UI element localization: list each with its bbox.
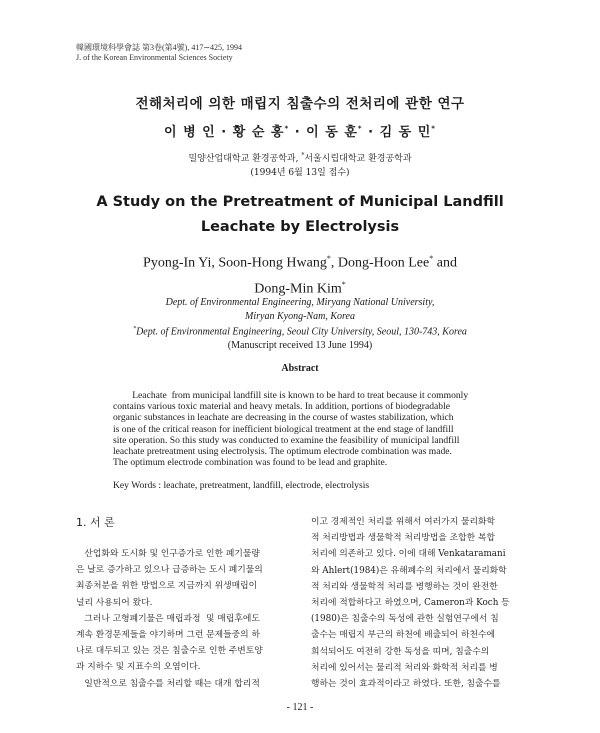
- body-line: 일반적으로 침출수를 처리할 때는 대개 합리적: [76, 678, 260, 689]
- abstract-line: is one of the critical reason for inefficient biological treatment at the end stage of landfill: [113, 423, 454, 435]
- korean-affiliation-1: 밀양산업대학교 환경공학과,: [188, 154, 302, 164]
- abstract-line: Leachate from municipal landfill site is known to be hard to treat because it commonly: [113, 390, 469, 401]
- english-authors-line-1: [0, 248, 600, 274]
- journal-citation: [76, 43, 242, 63]
- body-line: 와 Ahlert(1984)은 유해폐수의 처리에서 물리화학: [311, 565, 507, 576]
- page-number: - 121 -: [286, 702, 314, 713]
- english-author-2: Soon-Hong Hwang: [218, 255, 327, 271]
- body-line: 희석되어도 여전히 강한 독성을 띠며, 침출수의: [311, 646, 490, 657]
- body-line: (1980)은 침출수의 독성에 관한 실험연구에서 침: [311, 614, 499, 625]
- author-mark: *: [357, 124, 363, 133]
- korean-author-4: 김 동 민: [379, 125, 432, 140]
- korean-author-1: 이 병 인: [164, 125, 216, 140]
- korean-author-2: 황 순 홍: [232, 125, 285, 140]
- english-authors: [0, 248, 600, 299]
- affiliation-mark: *: [133, 326, 137, 332]
- english-title: [0, 190, 600, 240]
- korean-author-3: 이 동 훈: [306, 125, 358, 140]
- keywords: Key Words : leachate, pretreatment, landfill, electrode, electrolysis: [113, 480, 370, 491]
- body-line: 널리 사용되어 왔다.: [76, 597, 153, 608]
- english-author-1: Pyong-In Yi,: [143, 255, 219, 271]
- body-line: 이고 경제적인 처리를 위해서 여러가지 물리화학: [311, 517, 495, 527]
- korean-affiliation-2: 서울시립대학교 환경공학과: [304, 154, 412, 164]
- body-line: 출수는 매립지 부근의 하천에 배출되어 하천수에: [311, 630, 495, 641]
- journal-citation-korean: 韓國環境科學會誌 第3卷(第4號), 417∼425, 1994: [76, 43, 243, 52]
- body-column-left: [76, 546, 291, 692]
- body-line: 처리에 적합하다고 하였으며, Cameron과 Koch 등: [311, 598, 510, 609]
- author-separator: ·: [221, 125, 233, 140]
- body-column-right: [311, 514, 526, 692]
- abstract-line: organic substances in leachate are decreasing in the course of wastes stabilization, which: [113, 412, 454, 424]
- body-line: 적 처리방법과 생물학적 처리방법을 조합한 복합: [311, 533, 495, 544]
- english-affiliation: [0, 296, 600, 352]
- body-line: 나로 대두되고 있는 것은 침출수로 인한 주변토양: [76, 646, 263, 657]
- korean-affiliation: [0, 149, 600, 180]
- body-line: 최종처분을 위한 방법으로 지금까지 위생매립이: [76, 581, 258, 592]
- author-mark: *: [341, 279, 346, 289]
- english-affiliation-seoul: Dept. of Environmental Engineering, Seoul City University, Seoul, 130-743, Korea: [136, 326, 467, 338]
- author-conjunction: and: [433, 255, 457, 271]
- body-line: 적 처리와 생물학적 처리를 병행하는 것이 완전한: [311, 581, 498, 592]
- korean-authors: [0, 121, 600, 140]
- body-line: 행하는 것이 효과적이라고 하였다. 또한, 침출수를: [311, 679, 501, 690]
- body-line: 처리에 의존하고 있다. 이에 대해 Venkataramani: [311, 549, 506, 560]
- abstract-line: site operation. So this study was conducted to examine the feasibility of municipal landfill: [113, 434, 460, 446]
- english-received-date: (Manuscript received 13 June 1994): [227, 339, 373, 351]
- english-author-4: Dong-Min Kim: [254, 281, 342, 297]
- body-line: 과 지하수 및 지표수의 오염이다.: [76, 662, 201, 673]
- english-title-line-2: Leachate by Electrolysis: [200, 219, 400, 235]
- body-line: 은 날로 증가하고 있으나 급증하는 도시 폐기물의: [76, 565, 263, 576]
- body-line: 계속 환경문제들을 야기하며 그런 문제들중의 하: [76, 630, 260, 641]
- korean-title: 전해처리에 의한 매립지 침출수의 전처리에 관한 연구: [135, 96, 465, 112]
- body-line: 그러나 고형폐기물은 매립과정 및 매립후에도: [76, 613, 260, 624]
- english-affiliation-line-3: [0, 323, 600, 339]
- english-affiliation-line-1: Dept. of Environmental Engineering, Miryang National University,: [165, 297, 435, 308]
- english-title-line-1: A Study on the Pretreatment of Municipal Landfill: [96, 194, 504, 210]
- journal-citation-english: J. of the Korean Environmental Sciences Society: [76, 53, 233, 62]
- abstract-line: The optimum electrode combination was found to be lead and graphite.: [113, 457, 388, 469]
- affiliation-mark: *: [301, 152, 305, 159]
- english-affiliation-line-2: Miryan Kyong-Nam, Korea: [245, 310, 355, 322]
- english-author-3: , Dong-Hoon Lee: [330, 255, 430, 271]
- abstract-heading: Abstract: [281, 363, 319, 374]
- abstract-line: contains various toxic material and heavy metals. In addition, portions of biodegradable: [113, 401, 451, 413]
- author-separator: ·: [294, 125, 307, 140]
- section-heading-introduction: 1. 서 론: [76, 516, 115, 529]
- body-line: 산업화와 도시화 및 인구증가로 인한 폐기물량: [76, 549, 260, 559]
- korean-received-date: (1994년 6월 13일 접수): [250, 168, 350, 178]
- abstract-body: [113, 390, 486, 468]
- author-mark: *: [284, 124, 290, 133]
- author-mark: *: [431, 124, 436, 133]
- author-mark: *: [429, 254, 434, 263]
- author-separator: ·: [368, 125, 380, 140]
- body-line: 처리에 있어서는 물리적 처리와 화학적 처리를 병: [311, 662, 498, 673]
- korean-affiliation-line: [0, 149, 600, 166]
- author-mark: *: [326, 254, 331, 263]
- abstract-line: leachate pretreatment using electrolysis. The optimum electrode combination was made.: [113, 446, 452, 458]
